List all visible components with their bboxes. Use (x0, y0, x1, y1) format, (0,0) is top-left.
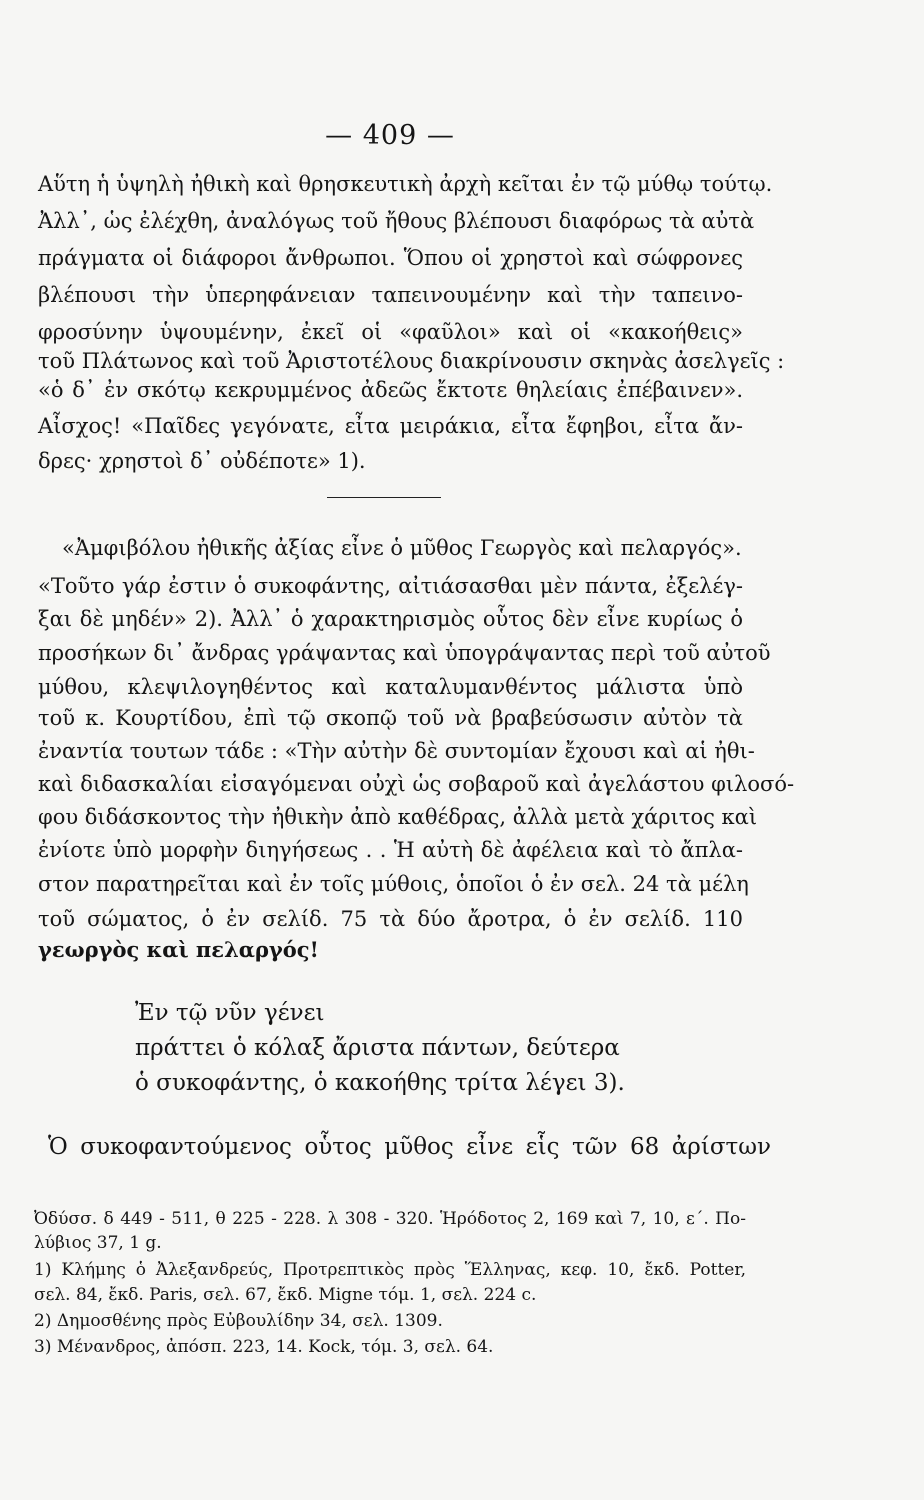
text-line: τοῦ Πλάτωνος καὶ τοῦ Ἀριστοτέλους διακρίνουσιν σκηνὰς ἀσελγεῖς : (38, 349, 785, 373)
text-line: δρες· χρηστοὶ δ᾽ οὐδέποτε» 1). (38, 449, 366, 473)
bold-title-line: γεωργὸς καὶ πελαργός! (38, 937, 319, 962)
text-line: «Τοῦτο γάρ ἐστιν ὁ συκοφάντης, αἰτιάσασθαι μὲν πάντα, ἐξελέγ- (38, 574, 743, 598)
text-line: Ἀλλ᾽, ὡς ἐλέχθη, ἀναλόγως τοῦ ἤθους βλέπουσι διαφόρως τὰ αὐτὰ (38, 209, 755, 233)
footnote-line: 1) Κλήμης ὁ Ἀλεξανδρεύς, Προτρεπτικὸς πρὸς Ἕλληνας, κεφ. 10, ἔκδ. Potter, (34, 1260, 746, 1280)
text-line: καὶ διδασκαλίαι εἰσαγόμεναι οὐχὶ ὡς σοβαροῦ καὶ ἀγελάστου φιλοσό- (38, 772, 795, 796)
text-line: «Ἀμφιβόλου ἠθικῆς ἀξίας εἶνε ὁ μῦθος Γεωργὸς καὶ πελαργός». (62, 536, 742, 560)
text-line: φροσύνην ὑψουμένην, ἐκεῖ οἱ «φαῦλοι» καὶ οἱ «κακοήθεις» (38, 320, 743, 344)
text-line: ἐνίοτε ὑπὸ μορφὴν διηγήσεως . . Ἡ αὐτὴ δὲ ἀφέλεια καὶ τὸ ἄπλα- (38, 838, 743, 862)
text-line: Αἶσχος! «Παῖδες γεγόνατε, εἶτα μειράκια, εἶτα ἔφηβοι, εἶτα ἄν- (38, 414, 743, 438)
verse-line: Ἐν τῷ νῦν γένει (135, 1000, 325, 1026)
page-number: — 409 — (325, 120, 455, 151)
text-line: στον παρατηρεῖται καὶ ἐν τοῖς μύθοις, ὁποῖοι ὁ ἐν σελ. 24 τὰ μέλη (38, 872, 749, 896)
footnote-line: 2) Δημοσθένης πρὸς Εὐβουλίδην 34, σελ. 1309. (34, 1311, 443, 1331)
footnote-line: λύβιος 37, 1 g. (34, 1233, 162, 1253)
footnote-line: 3) Μένανδρος, ἀπόσπ. 223, 14. Kock, τόμ. 3, σελ. 64. (34, 1337, 494, 1357)
text-line: μύθου, κλεψιλογηθέντος καὶ καταλυμανθέντος μάλιστα ὑπὸ (38, 675, 743, 699)
text-line: τοῦ κ. Κουρτίδου, ἐπὶ τῷ σκοπῷ τοῦ νὰ βραβεύσωσιν αὐτὸν τὰ (38, 706, 743, 730)
text-line: πράγματα οἱ διάφοροι ἄνθρωποι. Ὅπου οἱ χρηστοὶ καὶ σώφρονες (38, 246, 743, 270)
footnote-line: σελ. 84, ἔκδ. Paris, σελ. 67, ἔκδ. Migne τόμ. 1, σελ. 224 c. (34, 1285, 537, 1305)
verse-line: ὁ συκοφάντης, ὁ κακοήθης τρίτα λέγει 3). (135, 1070, 625, 1096)
text-line: «ὁ δ᾽ ἐν σκότῳ κεκρυμμένος ἀδεῶς ἔκτοτε θηλείαις ἐπέβαινεν». (38, 378, 743, 402)
footnote-line: Ὀδύσσ. δ 449 - 511, θ 225 - 228. λ 308 - 320. Ἡρόδοτος 2, 169 καὶ 7, 10, ε΄. Πο- (34, 1209, 746, 1229)
text-line: τοῦ σώματος, ὁ ἐν σελίδ. 75 τὰ δύο ἄροτρα, ὁ ἐν σελίδ. 110 (38, 907, 743, 931)
text-line: φου διδάσκοντος τὴν ἠθικὴν ἀπὸ καθέδρας, ἀλλὰ μετὰ χάριτος καὶ (38, 805, 758, 829)
verse-line: πράττει ὁ κόλαξ ἄριστα πάντων, δεύτερα (135, 1035, 620, 1061)
text-line: ξαι δὲ μηδέν» 2). Ἀλλ᾽ ὁ χαρακτηρισμὸς οὗτος δὲν εἶνε κυρίως ὁ (38, 607, 743, 631)
text-line: προσήκων δι᾽ ἄνδρας γράψαντας καὶ ὑπογράψαντας περὶ τοῦ αὐτοῦ (38, 641, 771, 665)
section-separator (327, 497, 441, 498)
text-line: ἐναντία τουτων τάδε : «Τὴν αὐτὴν δὲ συντομίαν ἔχουσι καὶ αἱ ἠθι- (38, 739, 755, 763)
text-line: Ὁ συκοφαντούμενος οὗτος μῦθος εἶνε εἷς τῶν 68 ἀρίστων (48, 1134, 771, 1160)
text-line: βλέπουσι τὴν ὑπερηφάνειαν ταπεινουμένην καὶ τὴν ταπεινο- (38, 283, 743, 307)
text-line: Αὕτη ἡ ὑψηλὴ ἠθικὴ καὶ θρησκευτικὴ ἀρχὴ κεῖται ἐν τῷ μύθῳ τούτῳ. (38, 172, 773, 196)
